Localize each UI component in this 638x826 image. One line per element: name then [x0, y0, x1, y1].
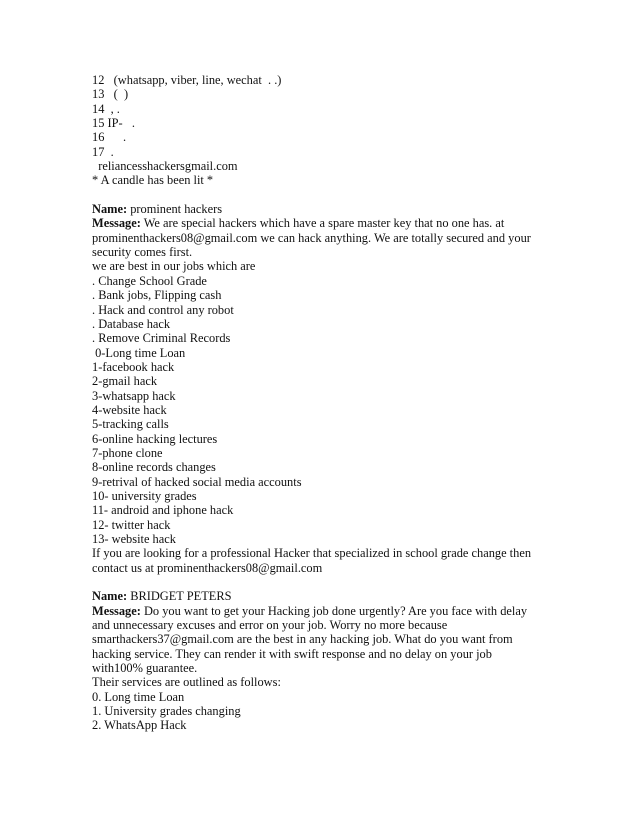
name-label: Name: — [92, 202, 128, 217]
entry-name-line — [92, 589, 562, 603]
message-line: 1. University grades changing — [92, 704, 241, 719]
message-line: contact us at prominenthackers08@gmail.com — [92, 560, 323, 575]
top-list-line: 17 . — [92, 144, 114, 159]
top-list-line: 13 ( ) — [92, 87, 129, 102]
message-line: Their services are outlined as follows: — [92, 675, 281, 690]
message-line: 9-retrival of hacked social media accounts — [92, 474, 302, 489]
message-line: . Database hack — [92, 316, 171, 331]
message-line: we are best in our jobs which are — [92, 259, 256, 274]
entry-prominent-hackers — [92, 202, 562, 575]
message-line: 5-tracking calls — [92, 417, 169, 432]
message-line: and unnecessary excuses and error on your job. Worry no more because — [92, 618, 448, 633]
message-line: security comes first. — [92, 245, 193, 260]
message-text: We are special hackers which have a spare master key that no one has. at — [140, 216, 505, 231]
message-line: . Bank jobs, Flipping cash — [92, 288, 222, 303]
message-line: 7-phone clone — [92, 445, 163, 460]
message-text: Do you want to get your Hacking job done urgently? Are you face with delay — [140, 603, 528, 618]
message-line: 0-Long time Loan — [92, 345, 186, 360]
top-list-line: * A candle has been lit * — [92, 173, 214, 188]
top-list — [92, 73, 562, 188]
message-line: 12- twitter hack — [92, 517, 171, 532]
message-line: 2-gmail hack — [92, 374, 158, 389]
message-line: with100% guarantee. — [92, 661, 198, 676]
entry-name-line — [92, 202, 562, 216]
message-line: 0. Long time Loan — [92, 689, 185, 704]
entry-message-line — [92, 216, 562, 230]
message-line: 3-whatsapp hack — [92, 388, 176, 403]
message-line: 2. WhatsApp Hack — [92, 718, 187, 733]
document-body — [92, 73, 562, 733]
name-label: Name: — [92, 589, 128, 604]
message-line: 1-facebook hack — [92, 359, 175, 374]
top-list-line: 14 , . — [92, 101, 120, 116]
message-line: 8-online records changes — [92, 460, 216, 475]
message-line: prominenthackers08@gmail.com we can hack anything. We are totally secured and your — [92, 230, 531, 245]
message-line: hacking service. They can render it with swift response and no delay on your job — [92, 646, 492, 661]
message-line: 13- website hack — [92, 532, 176, 546]
message-line: 6-online hacking lectures — [92, 431, 218, 446]
name-value: prominent hackers — [127, 202, 223, 217]
message-line: 10- university grades — [92, 488, 197, 503]
top-list-line: 16 . — [92, 130, 127, 145]
top-list-line: 12 (whatsapp, viber, line, wechat . .) — [92, 73, 282, 87]
message-label: Message: — [92, 603, 141, 618]
top-list-line: reliancesshackersgmail.com — [92, 159, 238, 174]
message-label: Message: — [92, 216, 141, 231]
spacer — [92, 188, 562, 202]
message-line: smarthackers37@gmail.com are the best in any hacking job. What do you want from — [92, 632, 513, 647]
message-line: . Change School Grade — [92, 273, 207, 288]
message-line: If you are looking for a professional Hacker that specialized in school grade change then — [92, 546, 532, 561]
message-line: . Hack and control any robot — [92, 302, 234, 317]
message-line: 4-website hack — [92, 402, 167, 417]
entry-message-line — [92, 604, 562, 618]
name-value: BRIDGET PETERS — [127, 589, 232, 604]
spacer — [92, 575, 562, 589]
top-list-line: 15 IP- . — [92, 116, 136, 131]
entry-bridget-peters — [92, 589, 562, 732]
message-line: 11- android and iphone hack — [92, 503, 234, 518]
message-line: . Remove Criminal Records — [92, 331, 231, 346]
